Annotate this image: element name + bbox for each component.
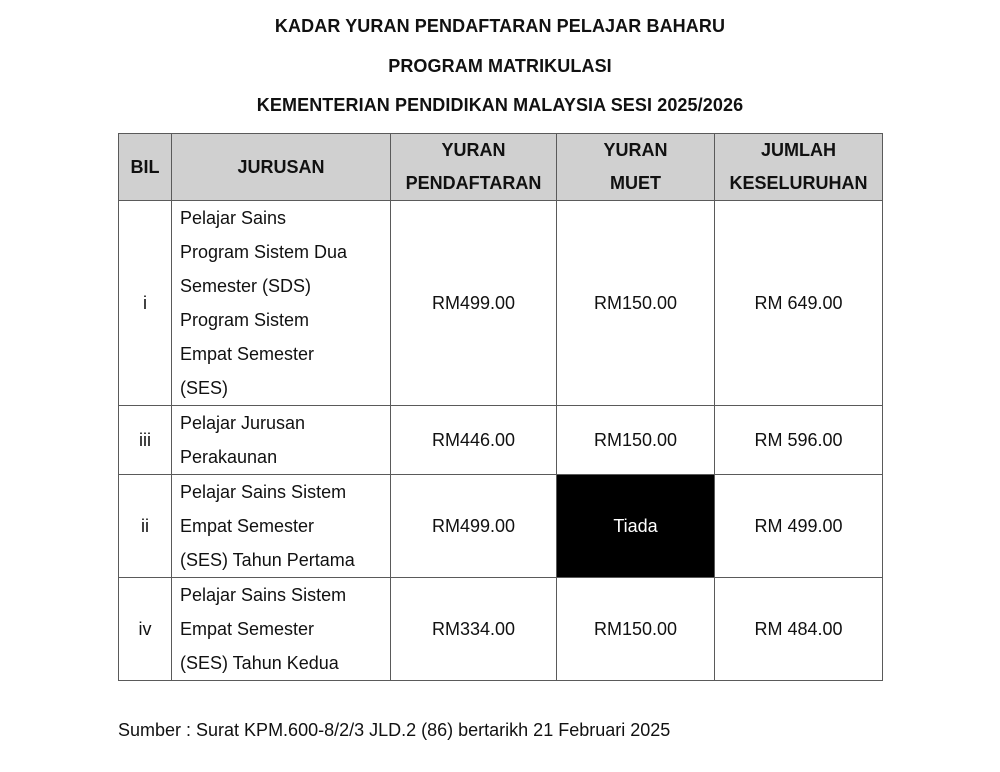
cell-yuran-muet: RM150.00 xyxy=(557,578,715,681)
cell-jumlah: RM 499.00 xyxy=(715,475,883,578)
header-text-line: KESELURUHAN xyxy=(729,173,868,193)
cell-bil: ii xyxy=(119,475,172,578)
document-title-line-1: KADAR YURAN PENDAFTARAN PELAJAR BAHARU xyxy=(274,16,726,36)
document-title-line-2: PROGRAM MATRIKULASI xyxy=(388,56,612,76)
header-jurusan: JURUSAN xyxy=(172,134,391,201)
header-bil: BIL xyxy=(119,134,172,201)
cell-yuran-pendaftaran: RM334.00 xyxy=(391,578,557,681)
cell-jurusan xyxy=(172,406,391,475)
cell-jurusan xyxy=(172,201,391,406)
jurusan-line: (SES) Tahun Kedua xyxy=(180,653,339,673)
jurusan-line: Pelajar Sains Sistem xyxy=(180,482,347,502)
header-yuran-muet xyxy=(557,134,715,201)
jurusan-line: Pelajar Jurusan xyxy=(180,413,306,433)
cell-yuran-pendaftaran: RM499.00 xyxy=(391,475,557,578)
header-text-line: MUET xyxy=(610,173,661,193)
cell-bil: iv xyxy=(119,578,172,681)
fee-table xyxy=(118,133,883,681)
header-yuran-pendaftaran xyxy=(391,134,557,201)
jurusan-line: Program Sistem xyxy=(180,310,310,330)
document-title-line-3: KEMENTERIAN PENDIDIKAN MALAYSIA SESI 2025/2026 xyxy=(256,95,744,115)
cell-jumlah: RM 484.00 xyxy=(715,578,883,681)
cell-bil: iii xyxy=(119,406,172,475)
cell-jumlah: RM 596.00 xyxy=(715,406,883,475)
table-row xyxy=(119,475,883,578)
cell-jurusan xyxy=(172,578,391,681)
cell-yuran-pendaftaran: RM446.00 xyxy=(391,406,557,475)
header-text-line: PENDAFTARAN xyxy=(405,173,542,193)
cell-yuran-pendaftaran: RM499.00 xyxy=(391,201,557,406)
table-header-row xyxy=(119,134,883,201)
cell-jumlah: RM 649.00 xyxy=(715,201,883,406)
header-text-line: JUMLAH xyxy=(761,140,836,160)
header-text-line: YURAN xyxy=(603,140,668,160)
cell-bil: i xyxy=(119,201,172,406)
header-jumlah-keseluruhan xyxy=(715,134,883,201)
cell-jurusan xyxy=(172,475,391,578)
jurusan-line: Empat Semester xyxy=(180,619,315,639)
cell-yuran-muet: RM150.00 xyxy=(557,406,715,475)
cell-yuran-muet: RM150.00 xyxy=(557,201,715,406)
jurusan-line: Program Sistem Dua xyxy=(180,242,348,262)
header-text-line: YURAN xyxy=(441,140,506,160)
source-note: Sumber : Surat KPM.600-8/2/3 JLD.2 (86) bertarikh 21 Februari 2025 xyxy=(118,720,671,740)
jurusan-line: Semester (SDS) xyxy=(180,276,312,296)
jurusan-line: Perakaunan xyxy=(180,447,278,467)
jurusan-line: Empat Semester xyxy=(180,516,315,536)
table-row xyxy=(119,201,883,406)
jurusan-line: Pelajar Sains Sistem xyxy=(180,585,347,605)
jurusan-line: Pelajar Sains xyxy=(180,208,287,228)
cell-yuran-muet-tiada: Tiada xyxy=(557,475,715,578)
jurusan-line: Empat Semester xyxy=(180,344,315,364)
table-row xyxy=(119,578,883,681)
table-row xyxy=(119,406,883,475)
jurusan-line: (SES) xyxy=(180,378,229,398)
jurusan-line: (SES) Tahun Pertama xyxy=(180,550,355,570)
